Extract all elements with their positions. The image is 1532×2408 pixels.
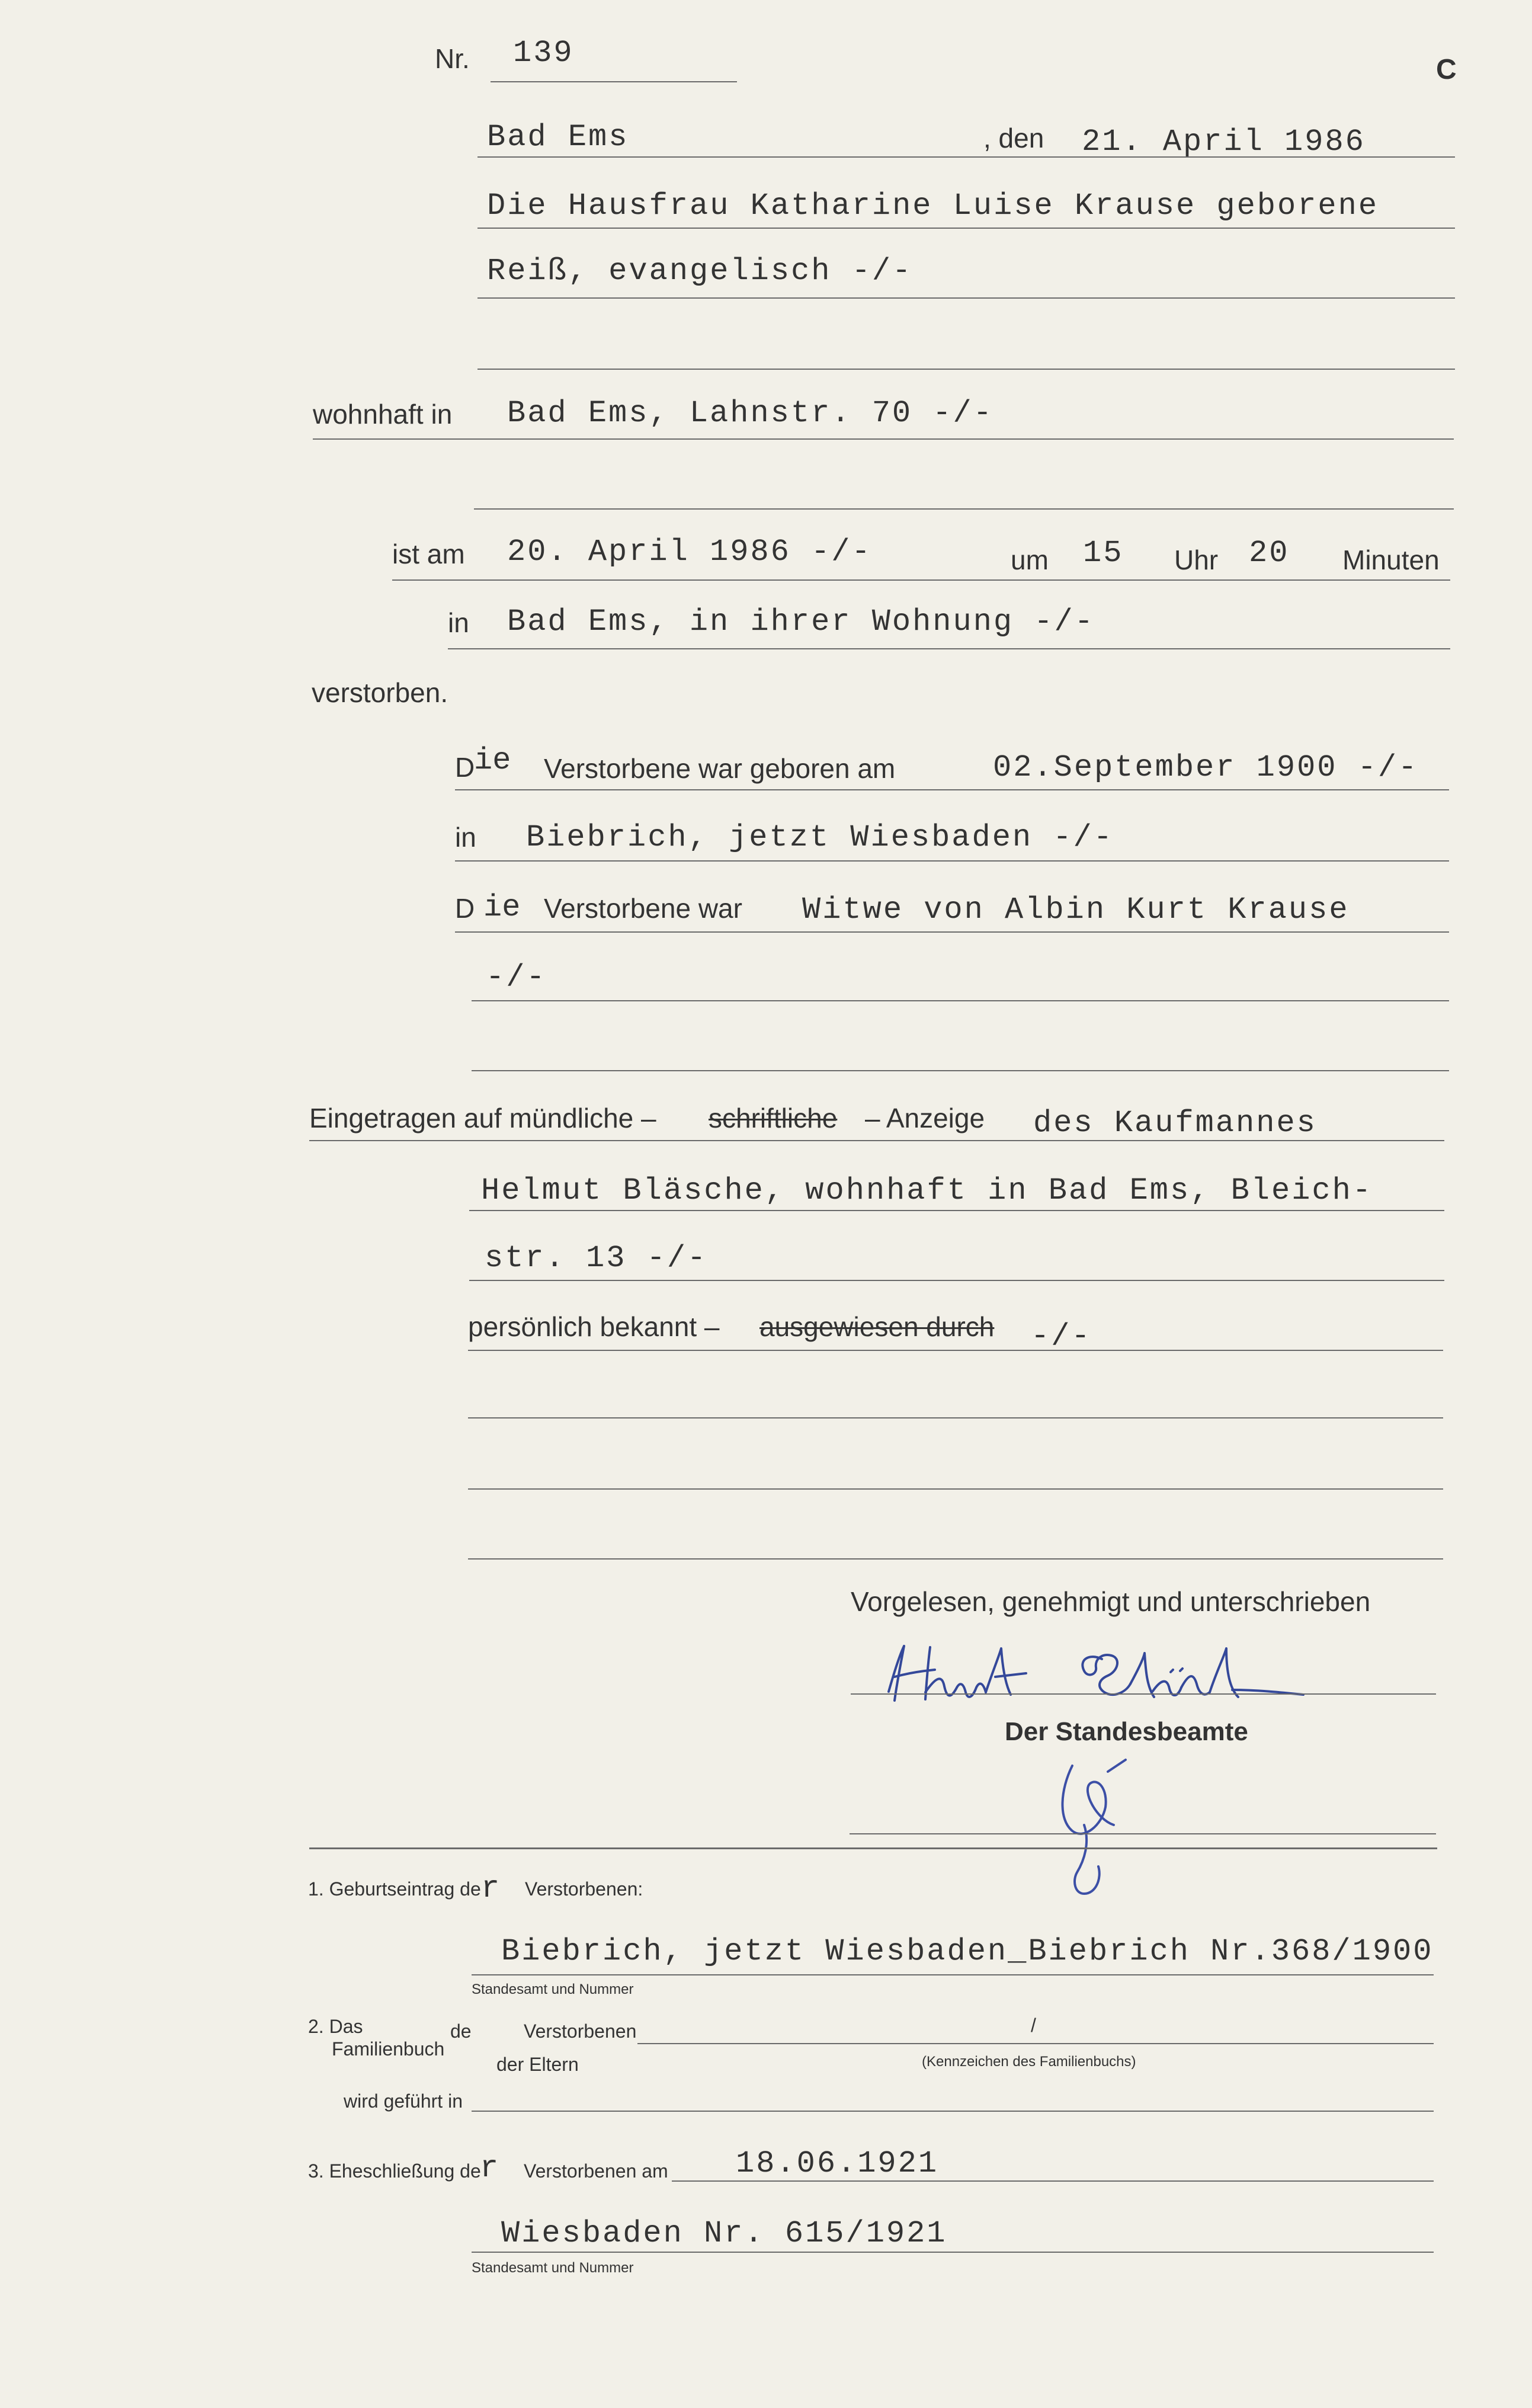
footer-item-3-value-rule bbox=[472, 2252, 1434, 2253]
minuten-label: Minuten bbox=[1342, 545, 1440, 575]
marital-rule bbox=[455, 931, 1449, 933]
marital-value: Witwe von Albin Kurt Krause bbox=[802, 892, 1350, 927]
footer-item-3-suffix: Verstorbenen am bbox=[524, 2160, 668, 2182]
standesamt-label-1: Standesamt und Nummer bbox=[472, 1981, 634, 1997]
marital-d-suffix: ie bbox=[483, 890, 521, 925]
registration-label-struck: schriftliche bbox=[709, 1103, 838, 1133]
person-line-1: Die Hausfrau Katharine Luise Krause geborene bbox=[487, 188, 1379, 223]
informant-line-2: str. 13 -/- bbox=[485, 1241, 708, 1276]
known-value: -/- bbox=[1031, 1319, 1092, 1354]
registrar-signature-rule bbox=[850, 1833, 1436, 1834]
corner-letter: C bbox=[1436, 54, 1457, 85]
footer-item-3-value: Wiesbaden Nr. 615/1921 bbox=[501, 2216, 947, 2251]
born-place: Biebrich, jetzt Wiesbaden -/- bbox=[526, 820, 1114, 855]
footer-item-2-eltern: der Eltern bbox=[496, 2054, 579, 2075]
informant-line-1: Helmut Bläsche, wohnhaft in Bad Ems, Bleich- bbox=[481, 1173, 1373, 1208]
footer-item-1-r: r bbox=[481, 1871, 500, 1906]
registrar-signature-image bbox=[1049, 1754, 1143, 1908]
marital-rule-3 bbox=[472, 1070, 1449, 1071]
read-approved-label: Vorgelesen, genehmigt und unterschrieben bbox=[851, 1586, 1371, 1617]
footer-item-3-date: 18.06.1921 bbox=[736, 2146, 939, 2181]
blank-rule-2 bbox=[468, 1488, 1443, 1490]
footer-item-2-slash: / bbox=[1031, 2015, 1036, 2036]
death-date: 20. April 1986 -/- bbox=[507, 534, 872, 569]
footer-item-3-r: r bbox=[480, 2151, 499, 2186]
registration-label-start: Eingetragen auf mündliche – bbox=[309, 1103, 656, 1133]
birth-d-suffix: ie bbox=[474, 743, 511, 778]
residence-rule bbox=[313, 438, 1454, 440]
nr-label: Nr. bbox=[435, 43, 470, 74]
person-line-1-rule bbox=[477, 228, 1455, 229]
born-in-label: in bbox=[455, 822, 476, 853]
footer-item-1-value: Biebrich, jetzt Wiesbaden_Biebrich Nr.368/1900 bbox=[501, 1934, 1434, 1969]
informant-rule-1 bbox=[469, 1210, 1444, 1211]
death-minutes: 20 bbox=[1249, 536, 1290, 571]
residence-rule-2 bbox=[474, 508, 1454, 510]
birth-d-prefix: D bbox=[455, 752, 475, 783]
footer-item-2-gefuehrt: wird geführt in bbox=[344, 2090, 463, 2112]
footer-item-2-de: de bbox=[450, 2020, 472, 2042]
footer-item-2-verstorbenen: Verstorbenen bbox=[524, 2020, 637, 2042]
registration-value: des Kaufmannes bbox=[1033, 1106, 1317, 1141]
person-line-2-rule bbox=[477, 297, 1455, 299]
footer-item-3-label: 3. Eheschließung de bbox=[308, 2160, 481, 2182]
blank-rule-1 bbox=[468, 1417, 1443, 1418]
place-date-line bbox=[477, 156, 1455, 158]
standesamt-label-2: Standesamt und Nummer bbox=[472, 2260, 634, 2276]
verstorben-label: verstorben. bbox=[312, 677, 448, 708]
known-struck: ausgewiesen durch bbox=[759, 1311, 995, 1342]
registration-label-end: – Anzeige bbox=[865, 1103, 985, 1133]
born-label: Verstorbene war geboren am bbox=[544, 753, 896, 784]
residence-value: Bad Ems, Lahnstr. 70 -/- bbox=[507, 396, 993, 431]
footer-item-1-suffix: Verstorbenen: bbox=[525, 1878, 643, 1900]
footer-item-2-rule bbox=[637, 2043, 1434, 2044]
uhr-label: Uhr bbox=[1174, 545, 1219, 575]
person-line-3-rule bbox=[477, 369, 1455, 370]
date-prefix: , den bbox=[983, 123, 1044, 153]
death-time-rule bbox=[392, 579, 1450, 581]
informant-signature-image bbox=[877, 1635, 1315, 1712]
footer-item-1-label: 1. Geburtseintrag de bbox=[308, 1878, 481, 1900]
footer-item-2-fam: Familienbuch bbox=[332, 2038, 445, 2060]
known-rule bbox=[468, 1350, 1443, 1351]
residence-label: wohnhaft in bbox=[313, 399, 453, 430]
known-label: persönlich bekannt – bbox=[468, 1311, 720, 1342]
um-label: um bbox=[1011, 545, 1049, 575]
marital-label: Verstorbene war bbox=[544, 893, 742, 924]
marital-d-prefix: D bbox=[455, 893, 475, 924]
informant-rule-2 bbox=[469, 1280, 1444, 1281]
person-line-2: Reiß, evangelisch -/- bbox=[487, 254, 913, 289]
marital-rule-2 bbox=[472, 1000, 1449, 1001]
born-date-rule bbox=[455, 789, 1449, 790]
death-in-label: in bbox=[448, 607, 469, 638]
ist-am-label: ist am bbox=[392, 539, 465, 569]
place-value: Bad Ems bbox=[487, 120, 629, 155]
marital-value-2: -/- bbox=[486, 960, 547, 995]
born-place-rule bbox=[455, 860, 1449, 862]
registration-rule bbox=[309, 1140, 1444, 1141]
registrar-label: Der Standesbeamte bbox=[1005, 1717, 1248, 1746]
footer-item-3-rule bbox=[672, 2180, 1434, 2182]
date-value: 21. April 1986 bbox=[1082, 124, 1366, 159]
death-hour: 15 bbox=[1083, 536, 1124, 571]
footer-item-2-gefuehrt-rule bbox=[472, 2111, 1434, 2112]
footer-separator bbox=[309, 1847, 1437, 1849]
nr-underline bbox=[491, 81, 737, 82]
nr-value: 139 bbox=[513, 36, 574, 71]
footer-item-1-rule bbox=[472, 1974, 1434, 1975]
footer-item-2-kennzeichen: (Kennzeichen des Familienbuchs) bbox=[922, 2054, 1136, 2070]
death-place-rule bbox=[448, 648, 1450, 649]
blank-rule-3 bbox=[468, 1558, 1443, 1560]
informant-signature-rule bbox=[851, 1693, 1436, 1695]
death-place: Bad Ems, in ihrer Wohnung -/- bbox=[507, 604, 1095, 639]
born-date: 02.September 1900 -/- bbox=[993, 750, 1419, 785]
footer-item-2-num: 2. Das bbox=[308, 2016, 363, 2037]
